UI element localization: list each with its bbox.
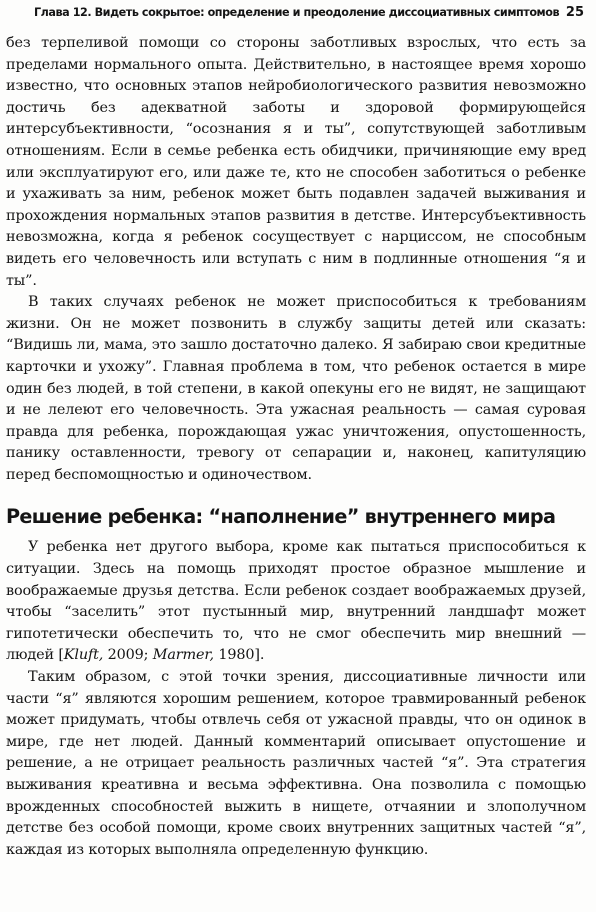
chapter-title: Глава 12. Видеть сокрытое: определение и преодоление диссоциативных симптомов [34, 6, 560, 19]
citation-author: Marmer, [152, 647, 214, 664]
page-number: 25 [565, 5, 584, 20]
section-heading: Решение ребенка: “наполнение” внутреннего мира [6, 505, 556, 529]
running-header [6, 5, 586, 27]
paragraph-continued: без терпеливой помощи со стороны заботливых взрослых, что есть за пределами нормального опыта. Действительно, в настоящее время хорошо известно, что основных этапов нейробиологического развития невозможно достичь без адекватной заботы и здоровой формирующейся интерсубъективности, “осознания я и ты”, сопутствующей заботливым отношениям. Если в семье ребенка есть обидчики, причиняющие ему вред или эксплуатируют его, или даже те, кто не способен заботиться о ребенке и ухаживать за ним, ребенок может быть подавлен задачей выживания и прохождения нормальных этапов развития в детстве. Интерсубъективность невозможна, когда я ребенок сосуществует с нарциссом, не способным видеть его человечность или вступать с ним в подлинные отношения “я и ты”. [6, 35, 586, 289]
paragraph: Таким образом, с этой точки зрения, диссоциативные личности или части “я” являются хорошим решением, которое травмированный ребенок может придумать, чтобы отвлечь себя от ужасной правды, что он одинок в мире, где нет людей. Данный комментарий описывает опустошение и решение, а не отрицает реальность различных частей “я”. Эта стратегия выживания креативна и весьма эффективна. Она позволила с помощью врожденных способностей выжить в нищете, отчаянии и злополучном детстве без особой помощи, кроме своих внутренних защитных частей “я”, каждая из которых выполняла определенную функцию. [6, 669, 586, 858]
paragraph-text: У ребенка нет другого выбора, кроме как пытаться приспособиться к ситуации. Здесь на помощь приходят простое образное мышление и воображаемые друзья детства. Если ребенок создает воображаемых друзей, чтобы “заселить” этот пустынный мир, внутренний ландшафт может гипотетически обеспечить то, что не смог обеспечить мир внешний — людей [ [6, 539, 586, 664]
paragraph: В таких случаях ребенок не может приспособиться к требованиям жизни. Он не может позвонить в службу защиты детей или сказать: “Видишь ли, мама, это зашло достаточно далеко. Я забираю свои кредитные карточки и ухожу”. Главная проблема в том, что ребенок остается в мире один без людей, в той степени, в какой опекуны его не видят, не защищают и не лелеют его человечность. Эта ужасная реальность — самая суровая правда для ребенка, порождающая ужас уничтожения, опустошенность, панику оставленности, тревогу от сепарации и, наконец, капитуляцию перед беспомощностью и одиночеством. [6, 294, 586, 483]
paragraph-with-citation [6, 537, 586, 667]
citation-author: Kluft, [63, 647, 104, 664]
body-text [6, 33, 586, 861]
citation-year: 1980]. [213, 647, 265, 664]
citation-year: 2009; [103, 647, 153, 664]
